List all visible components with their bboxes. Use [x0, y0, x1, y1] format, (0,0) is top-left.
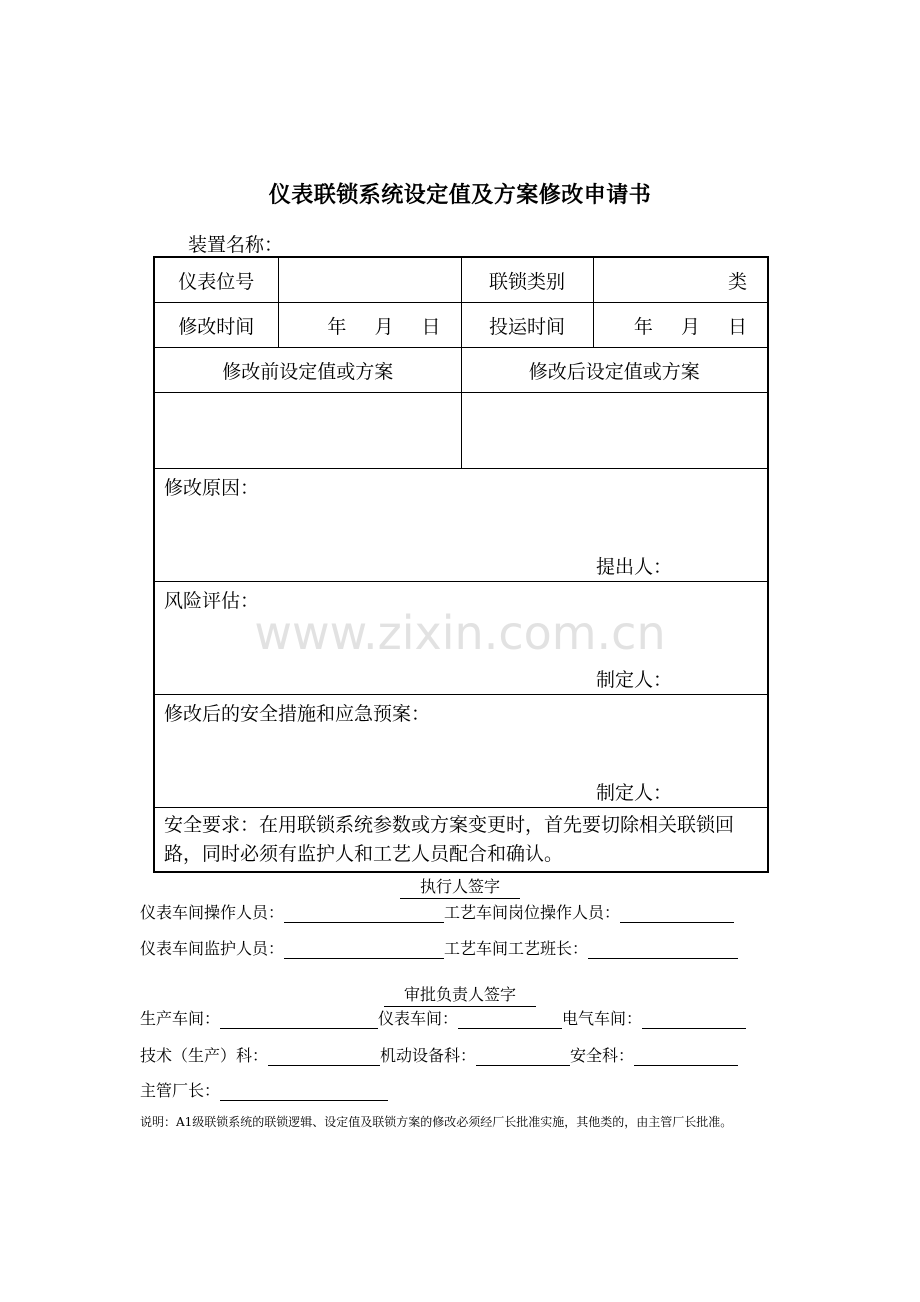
watermark: www.zixin.com.cn — [254, 606, 666, 660]
measures-author-label: 制定人： — [596, 782, 673, 804]
approval-signature-row-2 — [140, 1043, 738, 1066]
instr-operator-label: 仪表车间操作人员： — [140, 903, 285, 922]
production-label: 生产车间： — [140, 1009, 221, 1028]
instrument-tag-field[interactable] — [278, 257, 461, 303]
modify-time-label: 修改时间 — [154, 303, 278, 348]
instr-operator-field[interactable] — [284, 904, 444, 923]
exec-signature-row-2 — [140, 936, 738, 959]
instr-guardian-label: 仪表车间监护人员： — [140, 939, 285, 958]
after-value-field[interactable] — [461, 393, 768, 469]
interlock-type-label: 联锁类别 — [461, 257, 593, 303]
process-operator-field[interactable] — [620, 904, 734, 923]
reason-section[interactable] — [154, 469, 768, 582]
table-row — [154, 348, 768, 393]
approval-signature-row-3 — [140, 1078, 388, 1101]
before-value-field[interactable] — [154, 393, 461, 469]
footnote: 说明：A1级联锁系统的联锁逻辑、设定值及联锁方案的修改必须经厂长批准实施，其他类的，由主管厂长批准。 — [140, 1115, 733, 1129]
approval-signature-heading: 审批负责人签字 — [0, 982, 920, 1007]
instrument-dept-field[interactable] — [458, 1010, 562, 1029]
proposer-label: 提出人： — [596, 556, 673, 578]
instrument-tag-label: 仪表位号 — [154, 257, 278, 303]
approval-signature-row-1 — [140, 1006, 746, 1029]
table-row — [154, 808, 768, 873]
table-row — [154, 695, 768, 808]
application-form-table — [153, 256, 769, 873]
reason-label: 修改原因： — [164, 477, 260, 499]
interlock-type-field[interactable]: 类 — [593, 257, 768, 303]
electrical-label: 电气车间： — [562, 1009, 643, 1028]
table-row — [154, 303, 768, 348]
after-value-header: 修改后设定值或方案 — [461, 348, 768, 393]
measures-section[interactable] — [154, 695, 768, 808]
safety-dept-label: 安全科： — [570, 1046, 635, 1065]
safety-dept-field[interactable] — [634, 1047, 738, 1066]
mechanical-field[interactable] — [476, 1047, 570, 1066]
process-leader-label: 工艺车间工艺班长： — [444, 939, 589, 958]
measures-label: 修改后的安全措施和应急预案： — [164, 703, 431, 725]
table-row — [154, 257, 768, 303]
commission-time-label: 投运时间 — [461, 303, 593, 348]
risk-author-label: 制定人： — [596, 669, 673, 691]
modify-date-field[interactable]: 年 月 日 — [278, 303, 461, 348]
production-field[interactable] — [220, 1010, 378, 1029]
exec-signature-row-1 — [140, 900, 734, 923]
risk-section[interactable] — [154, 582, 768, 695]
exec-signature-heading: 执行人签字 — [0, 874, 920, 899]
process-operator-label: 工艺车间岗位操作人员： — [444, 903, 621, 922]
table-row — [154, 469, 768, 582]
director-field[interactable] — [220, 1082, 388, 1101]
risk-label: 风险评估： — [164, 590, 260, 612]
safety-requirement: 安全要求：在用联锁系统参数或方案变更时，首先要切除相关联锁回路，同时必须有监护人和工艺人员配合和确认。 — [154, 808, 768, 873]
before-value-header: 修改前设定值或方案 — [154, 348, 461, 393]
table-row — [154, 393, 768, 469]
commission-date-field[interactable]: 年 月 日 — [593, 303, 768, 348]
document-title: 仪表联锁系统设定值及方案修改申请书 — [268, 183, 652, 208]
instrument-dept-label: 仪表车间： — [378, 1009, 459, 1028]
technical-field[interactable] — [268, 1047, 380, 1066]
mechanical-label: 机动设备科： — [380, 1046, 477, 1065]
instr-guardian-field[interactable] — [284, 940, 444, 959]
electrical-field[interactable] — [642, 1010, 746, 1029]
director-label: 主管厂长： — [140, 1081, 221, 1100]
table-row — [154, 582, 768, 695]
device-name-label: 装置名称： — [188, 234, 284, 256]
technical-label: 技术（生产）科： — [140, 1046, 269, 1065]
process-leader-field[interactable] — [588, 940, 738, 959]
